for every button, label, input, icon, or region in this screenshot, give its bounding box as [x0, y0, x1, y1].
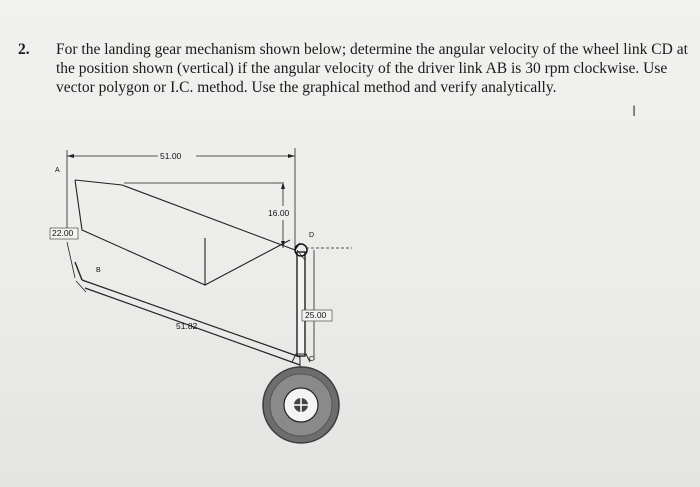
text-cursor-icon: I	[632, 104, 637, 120]
dim-label-22: 22.00	[52, 228, 74, 238]
dim-label-16: 16.00	[268, 208, 290, 218]
link-ab	[75, 262, 82, 280]
fuselage-line-body	[75, 180, 205, 285]
link-bc-end	[76, 281, 86, 292]
problem-number: 2.	[18, 41, 30, 58]
link-bc-upper	[82, 280, 300, 357]
point-d-label: D	[309, 232, 315, 239]
point-b-label: B	[96, 267, 101, 274]
arrowhead	[288, 154, 295, 158]
arrowhead	[67, 154, 74, 158]
link-cd	[297, 252, 305, 356]
dim-line-22-lower	[67, 242, 75, 278]
fuselage-line-diag	[205, 240, 290, 285]
dim-label-51-82: 51.82	[176, 321, 198, 331]
dim-label-51: 51.00	[160, 151, 182, 161]
dim-label-25: 25.00	[305, 310, 327, 320]
point-c-label: C	[309, 356, 315, 363]
problem-text: For the landing gear mechanism shown below; determine the angular velocity of the wheel link CD at the position shown (vertical) if the angular velocity of the driver link AB is 30 rpm clockwise. Use vector polygon or I.C. method. Use the graphical method and verify analytically.	[56, 41, 688, 96]
point-a-label: A	[55, 167, 60, 174]
fuselage-line-top	[75, 180, 300, 250]
